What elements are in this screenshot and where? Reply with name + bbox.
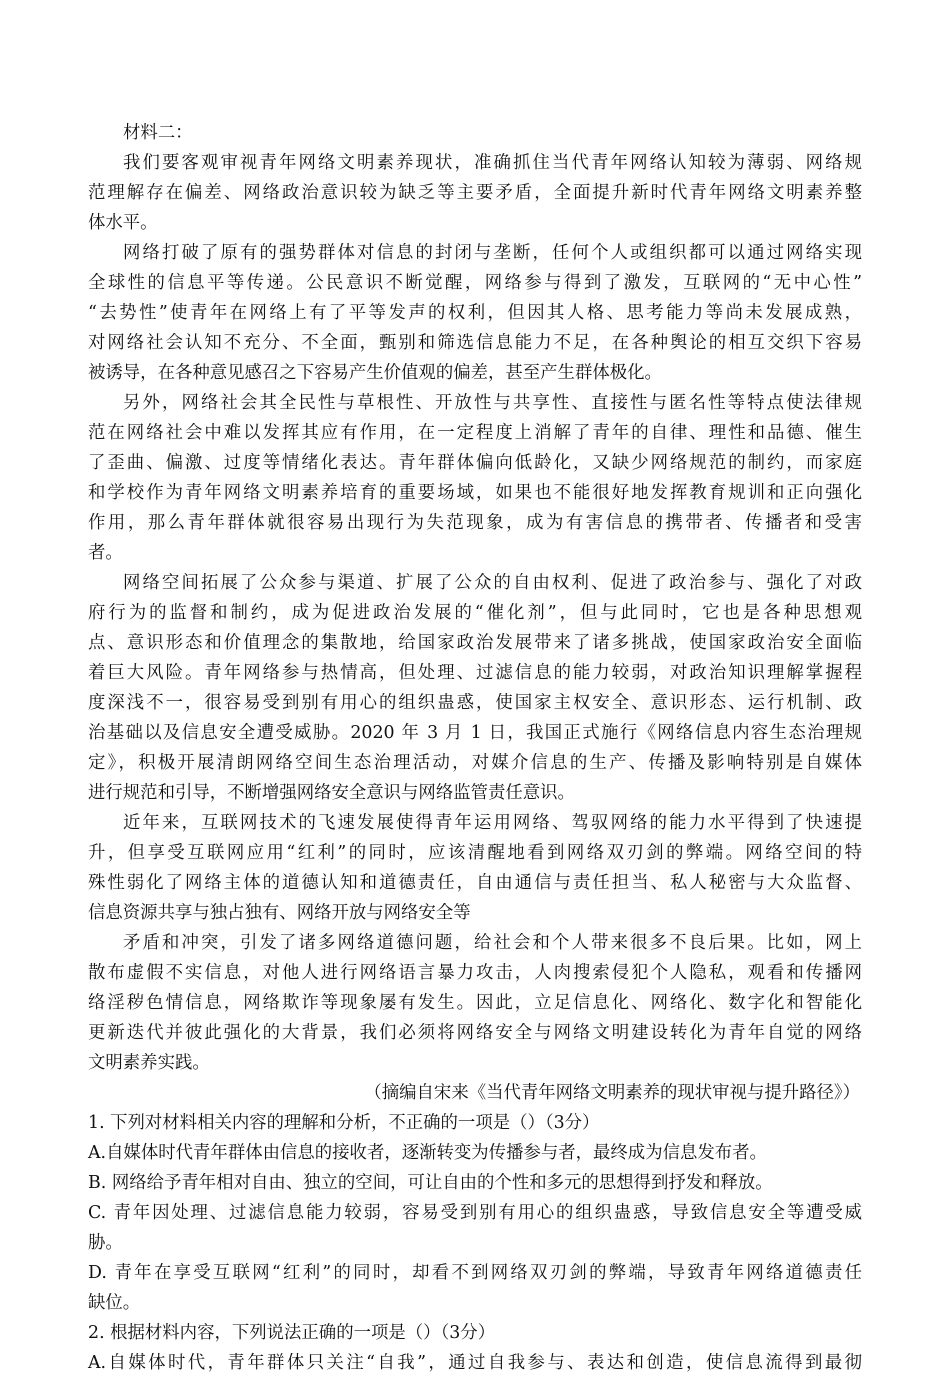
text-line: 殊性弱化了网络主体的道德认知和道德责任，自由通信与责任担当、私人秘密与大众监督、 xyxy=(88,873,862,893)
option-a: A.自媒体时代青年群体由信息的接收者，逐渐转变为传播参与者，最终成为信息发布者。 xyxy=(88,1143,767,1163)
text-line: 网络空间拓展了公众参与渠道、扩展了公众的自由权利、促进了政治参与、强化了对政 xyxy=(123,573,862,593)
paragraph-2 xyxy=(88,238,862,388)
text-line: 和学校作为青年网络文明素养培育的重要场域，如果也不能很好地发挥教育规训和正向强化 xyxy=(88,483,862,503)
text-line: 定》，积极开展清朗网络空间生态治理活动，对媒介信息的生产、传播及影响特别是自媒体 xyxy=(88,753,862,773)
text-line: 网络打破了原有的强势群体对信息的封闭与垄断，任何个人或组织都可以通过网络实现 xyxy=(123,243,862,263)
text-line: 治基础以及信息安全遭受威胁。2020 年 3 月 1 日，我国正式施行《网络信息内容生态治理规 xyxy=(88,723,862,743)
text-line: 作用，那么青年群体就很容易出现行为失范现象，成为有害信息的携带者、传播者和受害 xyxy=(88,513,862,533)
option-c: C. 青年因处理、过滤信息能力较弱，容易受到别有用心的组织蛊惑，导致信息安全等遭受威 xyxy=(88,1203,862,1223)
text-line: 络淫秽色情信息，网络欺诈等现象屡有发生。因此，立足信息化、网络化、数字化和智能化 xyxy=(88,993,862,1013)
text-line: 度深浅不一，很容易受到别有用心的组织蛊惑，使国家主权安全、意识形态、运行机制、政 xyxy=(88,693,862,713)
paragraph-6 xyxy=(88,928,862,1078)
source-citation: （摘编自宋来《当代青年网络文明素养的现状审视与提升路径》） xyxy=(364,1083,860,1103)
option-d: D. 青年在享受互联网“红利”的同时，却看不到网络双刃剑的弊端，导致青年网络道德责任 xyxy=(88,1263,862,1283)
text-line: 着巨大风险。青年网络参与热情高，但处理、过滤信息的能力较弱，对政治知识理解掌握程 xyxy=(88,663,862,683)
option-d-continued: 缺位。 xyxy=(88,1293,141,1313)
paragraph-1 xyxy=(88,148,862,238)
paragraph-4 xyxy=(88,568,862,808)
paragraph-5 xyxy=(88,808,862,928)
text-line: 点、意识形态和价值理念的集散地，给国家政治发展带来了诸多挑战，使国家政治安全面临 xyxy=(88,633,862,653)
text-line: “去势性”使青年在网络上有了平等发声的权利，但因其人格、思考能力等尚未发展成熟， xyxy=(88,303,862,323)
exam-page xyxy=(88,118,862,1378)
option-b: B. 网络给予青年相对自由、独立的空间，可让自由的个性和多元的思想得到抒发和释放。 xyxy=(88,1173,773,1193)
text-line: 体水平。 xyxy=(88,213,158,233)
text-line: 近年来，互联网技术的飞速发展使得青年运用网络、驾驭网络的能力水平得到了快速提 xyxy=(123,813,862,833)
text-line: 对网络社会认知不充分、不全面，甄别和筛选信息能力不足，在各种舆论的相互交织下容易 xyxy=(88,333,862,353)
material-heading: 材料二： xyxy=(123,123,193,143)
option-c-continued: 胁。 xyxy=(88,1233,123,1253)
text-line: 更新迭代并彼此强化的大背景，我们必须将网络安全与网络文明建设转化为青年自觉的网络 xyxy=(88,1023,862,1043)
paragraph-3 xyxy=(88,388,862,568)
text-line: 信息资源共享与独占独有、网络开放与网络安全等 xyxy=(88,903,471,923)
text-line: 另外，网络社会其全民性与草根性、开放性与共享性、直接性与匿名性等特点使法律规 xyxy=(123,393,862,413)
text-line: 全球性的信息平等传递。公民意识不断觉醒，网络参与得到了激发，互联网的“无中心性” xyxy=(88,273,862,293)
text-line: 被诱导，在各种意见感召之下容易产生价值观的偏差，甚至产生群体极化。 xyxy=(88,363,662,383)
question-1 xyxy=(88,1108,862,1318)
text-line: 文明素养实践。 xyxy=(88,1053,210,1073)
text-line: 散布虚假不实信息，对他人进行网络语言暴力攻击，人肉搜索侵犯个人隐私，观看和传播网 xyxy=(88,963,862,983)
question-2 xyxy=(88,1318,862,1378)
text-line: 了歪曲、偏激、过度等情绪化表达。青年群体偏向低龄化，又缺少网络规范的制约，而家庭 xyxy=(88,453,862,473)
text-line: 矛盾和冲突，引发了诸多网络道德问题，给社会和个人带来很多不良后果。比如，网上 xyxy=(123,933,862,953)
question-stem: 2. 根据材料内容，下列说法正确的一项是（）（3分） xyxy=(88,1323,496,1343)
text-line: 范在网络社会中难以发挥其应有作用，在一定程度上消解了青年的自律、理性和品德、催生 xyxy=(88,423,862,443)
question-stem: 1. 下列对材料相关内容的理解和分析，不正确的一项是（）（3分） xyxy=(88,1113,600,1133)
option-a: A.自媒体时代，青年群体只关注“自我”，通过自我参与、表达和创造，使信息流得到最彻 xyxy=(88,1353,862,1373)
text-line: 府行为的监督和制约，成为促进政治发展的“催化剂”，但与此同时，它也是各种思想观 xyxy=(88,603,862,623)
text-line: 升，但享受互联网应用“红利”的同时，应该清醒地看到网络双刃剑的弊端。网络空间的特 xyxy=(88,843,862,863)
text-line: 范理解存在偏差、网络政治意识较为缺乏等主要矛盾，全面提升新时代青年网络文明素养整 xyxy=(88,183,862,203)
text-line: 者。 xyxy=(88,543,123,563)
text-line: 进行规范和引导，不断增强网络安全意识与网络监管责任意识。 xyxy=(88,783,575,803)
text-line: 我们要客观审视青年网络文明素养现状，准确抓住当代青年网络认知较为薄弱、网络规 xyxy=(123,153,862,173)
